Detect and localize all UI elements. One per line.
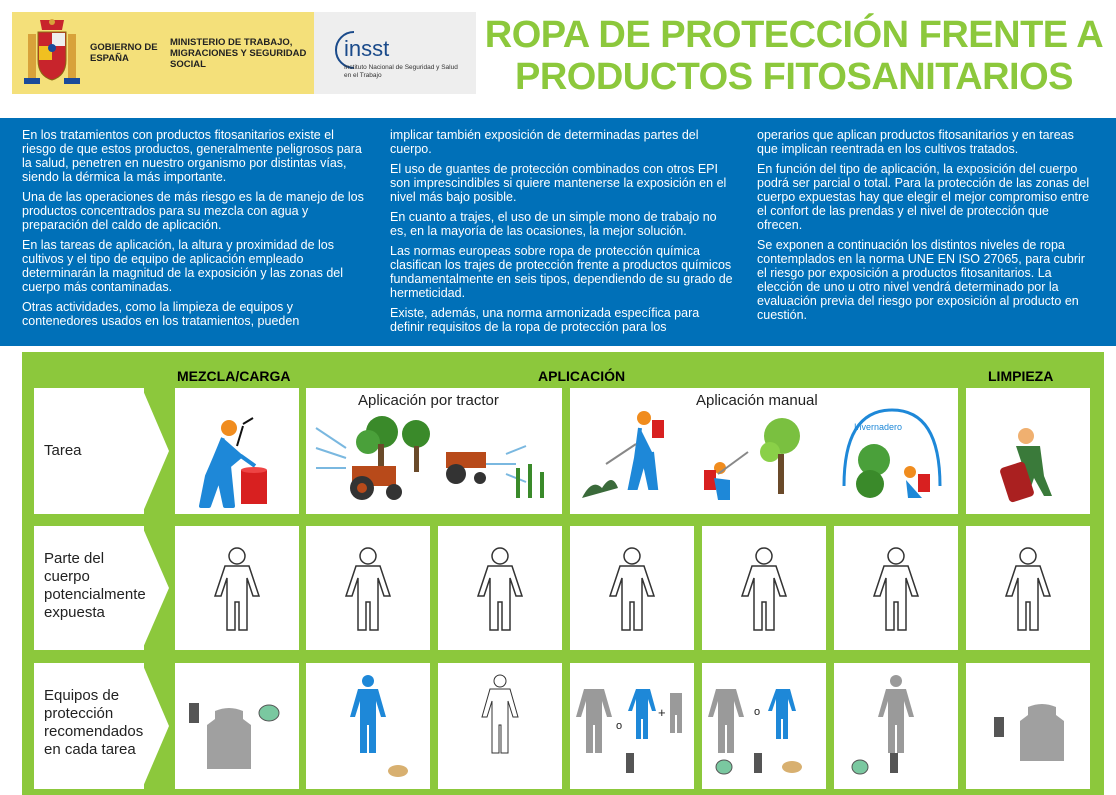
body-cell: [966, 526, 1090, 650]
body-outline-icon: [306, 526, 430, 650]
logo-bar: [12, 12, 476, 94]
paragraph: En los tratamientos con productos fitosanitarios existe el riesgo de que estos productos, generalmente peligrosos para la salud, penetren en nuestro organismo por distintas vías, siendo la dérmica la más importante.: [22, 128, 362, 184]
title-line-1: ROPA DE PROTECCIÓN FRENTE A: [484, 14, 1104, 56]
row-text-line: Parte del: [44, 550, 105, 567]
government-text: GOBIERNO DE ESPAÑA: [90, 42, 158, 64]
body-cell: [175, 526, 299, 650]
equipment-mixing-cell: [175, 663, 299, 789]
or-sign: o: [754, 706, 761, 718]
coat-of-arms-icon: [22, 16, 82, 90]
body-outline-icon: [966, 526, 1090, 650]
header: [0, 0, 1116, 118]
worker-cleaning-icon: [966, 388, 1090, 514]
plus-sign: +: [658, 705, 666, 720]
row-text: Tarea: [44, 442, 82, 459]
government-logo: [12, 12, 314, 94]
row-text-line: protección: [44, 705, 114, 722]
row-label-equipos: [34, 663, 144, 789]
body-cell: [306, 526, 430, 650]
paragraph: Otras actividades, como la limpieza de equipos y contenedores usados en los tratamientos, pueden: [22, 300, 300, 328]
intro-band: [0, 118, 1116, 346]
protection-table: [22, 352, 1104, 795]
subheader-manual: Aplicación manual: [696, 392, 818, 409]
gloves-apron-face-shield-icon: [175, 663, 299, 789]
paragraph: Una de las operaciones de más riesgo es la de manejo de los productos concentrados para su mezcla con agua y preparación del caldo de aplicación.: [22, 190, 364, 232]
insst-logo: [314, 12, 476, 94]
white-coverall-icon: [438, 663, 562, 789]
task-tractor-cell: [306, 388, 562, 514]
insst-full-name: Instituto Nacional de Seguridad y Salud en el Trabajo: [344, 64, 458, 79]
equipment-tractor-cell: [306, 663, 430, 789]
gloves-apron-icon: [966, 663, 1090, 789]
paragraph: Existe, además, una norma armonizada específica para definir requisitos de la ropa de protección para los: [390, 306, 700, 334]
row-label-tarea: [34, 388, 144, 514]
equipment-manual-cell: [702, 663, 826, 789]
header-limpieza: LIMPIEZA: [988, 368, 1054, 384]
body-cell: [834, 526, 958, 650]
body-outline-icon: [702, 526, 826, 650]
header-mezcla: MEZCLA/CARGA: [177, 368, 291, 384]
arrow-shape: [142, 526, 170, 650]
intro-column-2: [390, 128, 734, 340]
equipment-greenhouse-cell: [834, 663, 958, 789]
arrow-shape: [142, 663, 170, 789]
equipment-cleaning-cell: [966, 663, 1090, 789]
equipment-manual-cell: [570, 663, 694, 789]
greenhouse-label: Invernadero: [854, 422, 903, 432]
row-text-line: en cada tarea: [44, 741, 136, 758]
row-text-line: potencialmente: [44, 586, 146, 603]
body-cell: [570, 526, 694, 650]
page-title: [484, 14, 1104, 98]
row-text-line: Equipos de: [44, 687, 120, 704]
title-line-2: PRODUCTOS FITOSANITARIOS: [514, 56, 1074, 98]
paragraph: operarios que aplican productos fitosanitarios y en tareas que implican reentrada en los cultivos tratados.: [757, 128, 1074, 156]
header-aplicacion: APLICACIÓN: [538, 368, 626, 384]
grey-blue-coverall-icon: [702, 663, 826, 789]
body-cell: [702, 526, 826, 650]
paragraph: En función del tipo de aplicación, la exposición del cuerpo podrá ser parcial o total. Para la protección de las zonas del cuerpo expuestas hay que elegir el mejor compromiso entre el confort de las prendas y el nivel de protección que ofrecen.: [757, 162, 1090, 232]
task-cleaning-cell: [966, 388, 1090, 514]
ministry-text: MINISTERIO DE TRABAJO, MIGRACIONES Y SEGURIDAD SOCIAL: [170, 36, 307, 70]
row-text-line: expuesta: [44, 604, 105, 621]
worker-mixing-icon: [175, 388, 299, 514]
or-sign: o: [616, 720, 623, 732]
grey-blue-coverall-icon: [570, 663, 694, 789]
row-text-line: cuerpo: [44, 568, 90, 585]
body-outline-icon: [438, 526, 562, 650]
row-text: [44, 550, 146, 622]
paragraph: Las normas europeas sobre ropa de protección química clasifican los trajes de protección frente a productos químicos fundamentalmente en seis tipos, dependiendo de su grado de hermeticidad.: [390, 244, 733, 300]
paragraph: En las tareas de aplicación, la altura y proximidad de los cultivos y el tipo de equipo de aplicación empleado determinarán la magnitud de la exposición y las zonas del cuerpo más contaminadas.: [22, 238, 344, 294]
grey-coverall-icon: [834, 663, 958, 789]
arrow-shape: [142, 388, 170, 514]
body-outline-icon: [834, 526, 958, 650]
body-outline-icon: [570, 526, 694, 650]
row-label-parte: [34, 526, 144, 650]
equipment-tractor-cell: [438, 663, 562, 789]
body-outline-icon: [175, 526, 299, 650]
intro-column-1: [22, 128, 364, 334]
paragraph: Se exponen a continuación los distintos niveles de ropa contemplados en la norma UNE EN ISO 27065, para cubrir el riesgo por exposición a productos fitosanitarios. La elección de uno u otro nivel vendrá determinado por la evaluación previa del riesgo por exposición al producto en cuestión.: [757, 238, 1085, 322]
insst-name: insst: [344, 36, 390, 61]
task-manual-cell: [570, 388, 958, 514]
paragraph: implicar también exposición de determinadas partes del cuerpo.: [390, 128, 699, 156]
paragraph: El uso de guantes de protección combinados con otros EPI son imprescindibles si quiere mantenerse la exposición en el nivel más bajo posible.: [390, 162, 727, 204]
subheader-tractor: Aplicación por tractor: [358, 392, 499, 409]
intro-column-3: [757, 128, 1097, 328]
task-mixing-cell: [175, 388, 299, 514]
paragraph: En cuanto a trajes, el uso de un simple mono de trabajo no es, en la mayoría de las ocasiones, la mejor solución.: [390, 210, 717, 238]
row-text-line: recomendados: [44, 723, 144, 740]
body-cell: [438, 526, 562, 650]
row-text: [44, 687, 143, 759]
blue-coverall-icon: [306, 663, 430, 789]
